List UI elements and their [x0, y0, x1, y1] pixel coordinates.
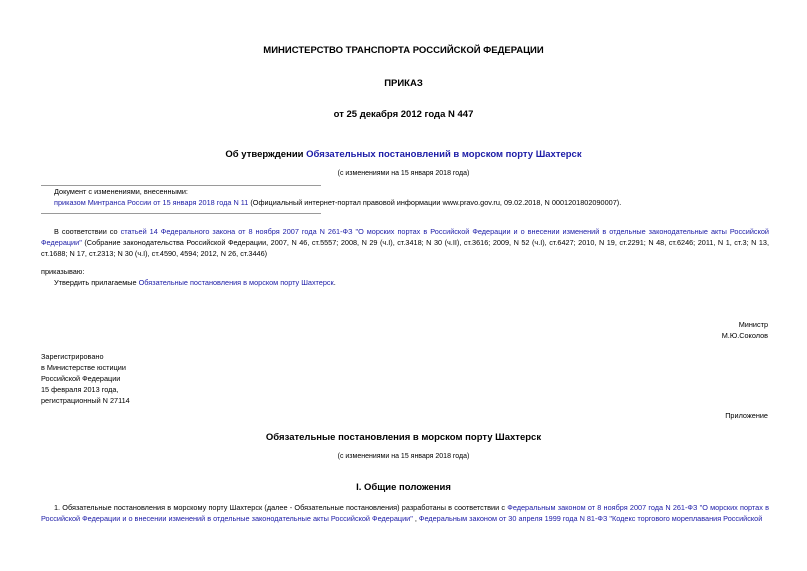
changes-suffix: (Официальный интернет-портал правовой информации www.pravo.gov.ru, 09.02.2018, N 0001201802090007). — [248, 198, 622, 207]
order-word: приказываю: — [41, 267, 85, 276]
document-title — [0, 149, 807, 160]
appendix-title: Обязательные постановления в морском порту Шахтерск — [265, 432, 542, 443]
signature-name: М.Ю.Соколов — [721, 331, 768, 340]
registration-line: регистрационный N 27114 — [41, 396, 130, 405]
title-amend-note: (с изменениями на 15 января 2018 года) — [337, 170, 470, 177]
changes-bottom-rule — [41, 213, 321, 214]
changes-label: Документ с изменениями, внесенными: — [54, 187, 188, 196]
approve-suffix: . — [333, 278, 336, 287]
appendix-label: Приложение — [725, 411, 768, 420]
registration-line: Российской Федерации — [41, 374, 121, 383]
body-p1-prefix: В соответствии со — [54, 227, 121, 236]
signature-position: Министр — [738, 320, 768, 329]
appendix-amend-note: (с изменениями на 15 января 2018 года) — [337, 453, 470, 460]
registration-block — [41, 351, 130, 406]
appendix-p1-link-1[interactable]: Федеральным законом от 8 ноября 2007 года N 261-ФЗ "О морских портах в Российской Федерации и о внесении изменений в отдельные законодательные акты Российской Федерации" — [41, 503, 769, 523]
title-prefix: Об утверждении — [225, 149, 307, 160]
appendix-p1-prefix: 1. Обязательные постановления в морскому порту Шахтерск (далее - Обязательные постановления) разработаны в соответствии с — [54, 503, 508, 512]
registration-line: Зарегистрировано — [41, 352, 104, 361]
appendix-p1-mid: , — [412, 514, 419, 523]
section-title: I. Общие положения — [356, 482, 451, 493]
doc-type-heading: ПРИКАЗ — [384, 78, 423, 89]
title-link[interactable]: Обязательных постановлений в морском порту Шахтерск — [306, 149, 582, 160]
changes-link[interactable]: приказом Минтранса России от 15 января 2018 года N 11 — [54, 198, 249, 207]
appendix-paragraph-1 — [41, 502, 769, 524]
approve-prefix: Утвердить прилагаемые — [54, 278, 139, 287]
appendix-p1-link-2[interactable]: Федеральным законом от 30 апреля 1999 года N 81-ФЗ "Кодекс торгового мореплавания Российской — [418, 514, 763, 523]
approve-line — [54, 277, 774, 288]
registration-line: 15 февраля 2013 года, — [41, 385, 119, 394]
date-number-heading: от 25 декабря 2012 года N 447 — [333, 109, 474, 120]
body-p1-suffix: (Собрание законодательства Российской Федерации, 2007, N 46, ст.5557; 2008, N 29 (ч.I), ст.3418; N 30 (ч.II), ст.3616; 2009, N 52 (ч.I), ст.6427; 2010, N 19, ст.2291; N 48, ст.6246; 2011, N 1, ст.3; N 13, ст.1688; N 17, ст.2313; N 30 (ч.I), ст.4590, 4594; 2012, N 26, ст.3446) — [41, 238, 769, 258]
body-p1-link[interactable]: статьей 14 Федерального закона от 8 ноября 2007 года N 261-ФЗ "О морских портах в Российской Федерации и о внесении изменений в отдельные законодательные акты Российской Федерации" — [41, 227, 769, 247]
registration-line: в Министерстве юстиции — [41, 363, 126, 372]
body-paragraph-1 — [41, 226, 769, 259]
ministry-heading: МИНИСТЕРСТВО ТРАНСПОРТА РОССИЙСКОЙ ФЕДЕРАЦИИ — [263, 45, 544, 56]
changes-line — [54, 197, 794, 208]
approve-link[interactable]: Обязательные постановления в морском порту Шахтерск — [138, 278, 334, 287]
